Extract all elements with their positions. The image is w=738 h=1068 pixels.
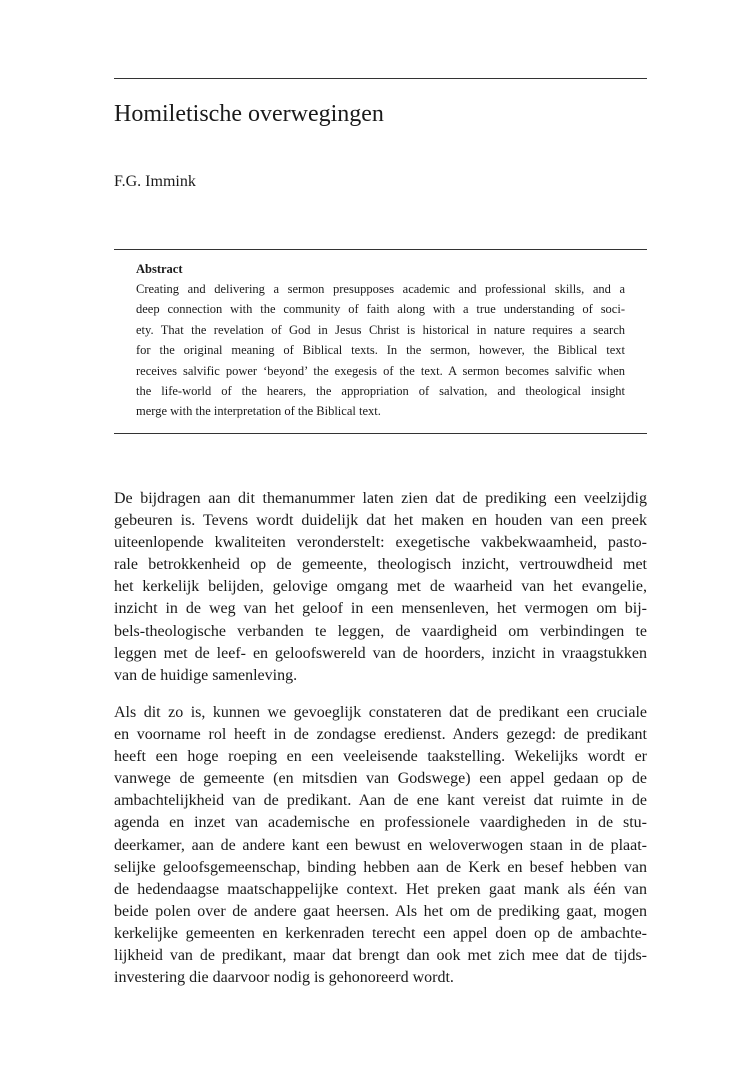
page-title: Homiletische overwegingen xyxy=(114,101,384,127)
text-line: inzicht in de weg van het geloof in een mensenleven, het vermogen om bij- xyxy=(114,600,647,618)
text-line: beide polen over de andere gaat heersen. Als het om de prediking gaat, mogen xyxy=(114,902,647,920)
text-line: de hedendaagse maatschappelijke context. Het preken gaat mank als één van xyxy=(114,880,647,898)
abstract-line: Creating and delivering a sermon presupposes academic and professional skills, and a xyxy=(136,282,625,296)
abstract-top-rule xyxy=(114,249,647,250)
abstract-line: receives salvific power ‘beyond’ the exegesis of the text. A sermon becomes salvific when xyxy=(136,363,625,378)
abstract-line: merge with the interpretation of the Biblical text. xyxy=(136,404,381,419)
text-line: uiteenlopende kwaliteiten veronderstelt: exegetische vakbekwaamheid, pasto- xyxy=(114,534,647,552)
text-line: rale betrokkenheid op de gemeente, theologisch inzicht, vertrouwdheid met xyxy=(114,556,647,574)
text-line: het kerkelijk belijden, gelovige omgang met de waarheid van het evangelie, xyxy=(114,578,647,596)
text-line: leggen met de leef- en geloofswereld van de hoorders, inzicht in vraagstukken xyxy=(114,644,647,662)
text-line: heeft een hoge roeping en een veeleisende taakstelling. Wekelijks wordt er xyxy=(114,748,647,766)
author-name: F.G. Immink xyxy=(114,173,196,190)
text-line: investering die daarvoor nodig is gehonoreerd wordt. xyxy=(114,969,454,987)
text-line: lijkheid van de predikant, maar dat brengt dan ook met zich mee dat de tijds- xyxy=(114,947,647,965)
abstract-line: deep connection with the community of faith along with a true understanding of soci- xyxy=(136,302,625,317)
top-rule xyxy=(114,78,647,79)
text-line: kerkelijke gemeenten en kerkenraden terecht een appel doen op de ambachte- xyxy=(114,924,647,942)
text-line: en voorname rol heeft in de zondagse eredienst. Anders gezegd: de predikant xyxy=(114,726,647,744)
abstract-block xyxy=(136,259,625,422)
text-line: agenda en inzet van academische en professionele vaardigheden in de stu- xyxy=(114,814,647,832)
text-line: vanwege de gemeente (en mitsdien van Godswege) een appel gedaan op de xyxy=(114,770,647,788)
abstract-line: for the original meaning of Biblical texts. In the sermon, however, the Biblical text xyxy=(136,343,625,358)
body-paragraph-2 xyxy=(114,702,647,989)
text-line: Als dit zo is, kunnen we gevoeglijk constateren dat de predikant een cruciale xyxy=(114,704,647,721)
text-line: gebeuren is. Tevens wordt duidelijk dat het maken en houden van een preek xyxy=(114,512,647,530)
text-line: De bijdragen aan dit themanummer laten zien dat de prediking een veelzijdig xyxy=(114,490,647,507)
abstract-bottom-rule xyxy=(114,433,647,434)
body-paragraph-1 xyxy=(114,488,647,687)
abstract-heading: Abstract xyxy=(136,262,183,276)
text-line: van de huidige samenleving. xyxy=(114,666,298,684)
abstract-line: ety. That the revelation of God in Jesus Christ is historical in nature requires a search xyxy=(136,322,625,337)
abstract-line: the life-world of the hearers, the appropriation of salvation, and theological insight xyxy=(136,384,625,399)
text-line: deerkamer, aan de andere kant een bewust en weloverwogen staan in de plaat- xyxy=(114,836,647,854)
text-line: bels-theologische verbanden te leggen, de vaardigheid om verbindingen te xyxy=(114,622,647,640)
text-line: ambachtelijkheid van de predikant. Aan de ene kant vereist dat ruimte in de xyxy=(114,792,647,810)
text-line: selijke geloofsgemeenschap, binding hebben aan de Kerk en besef hebben van xyxy=(114,858,647,876)
